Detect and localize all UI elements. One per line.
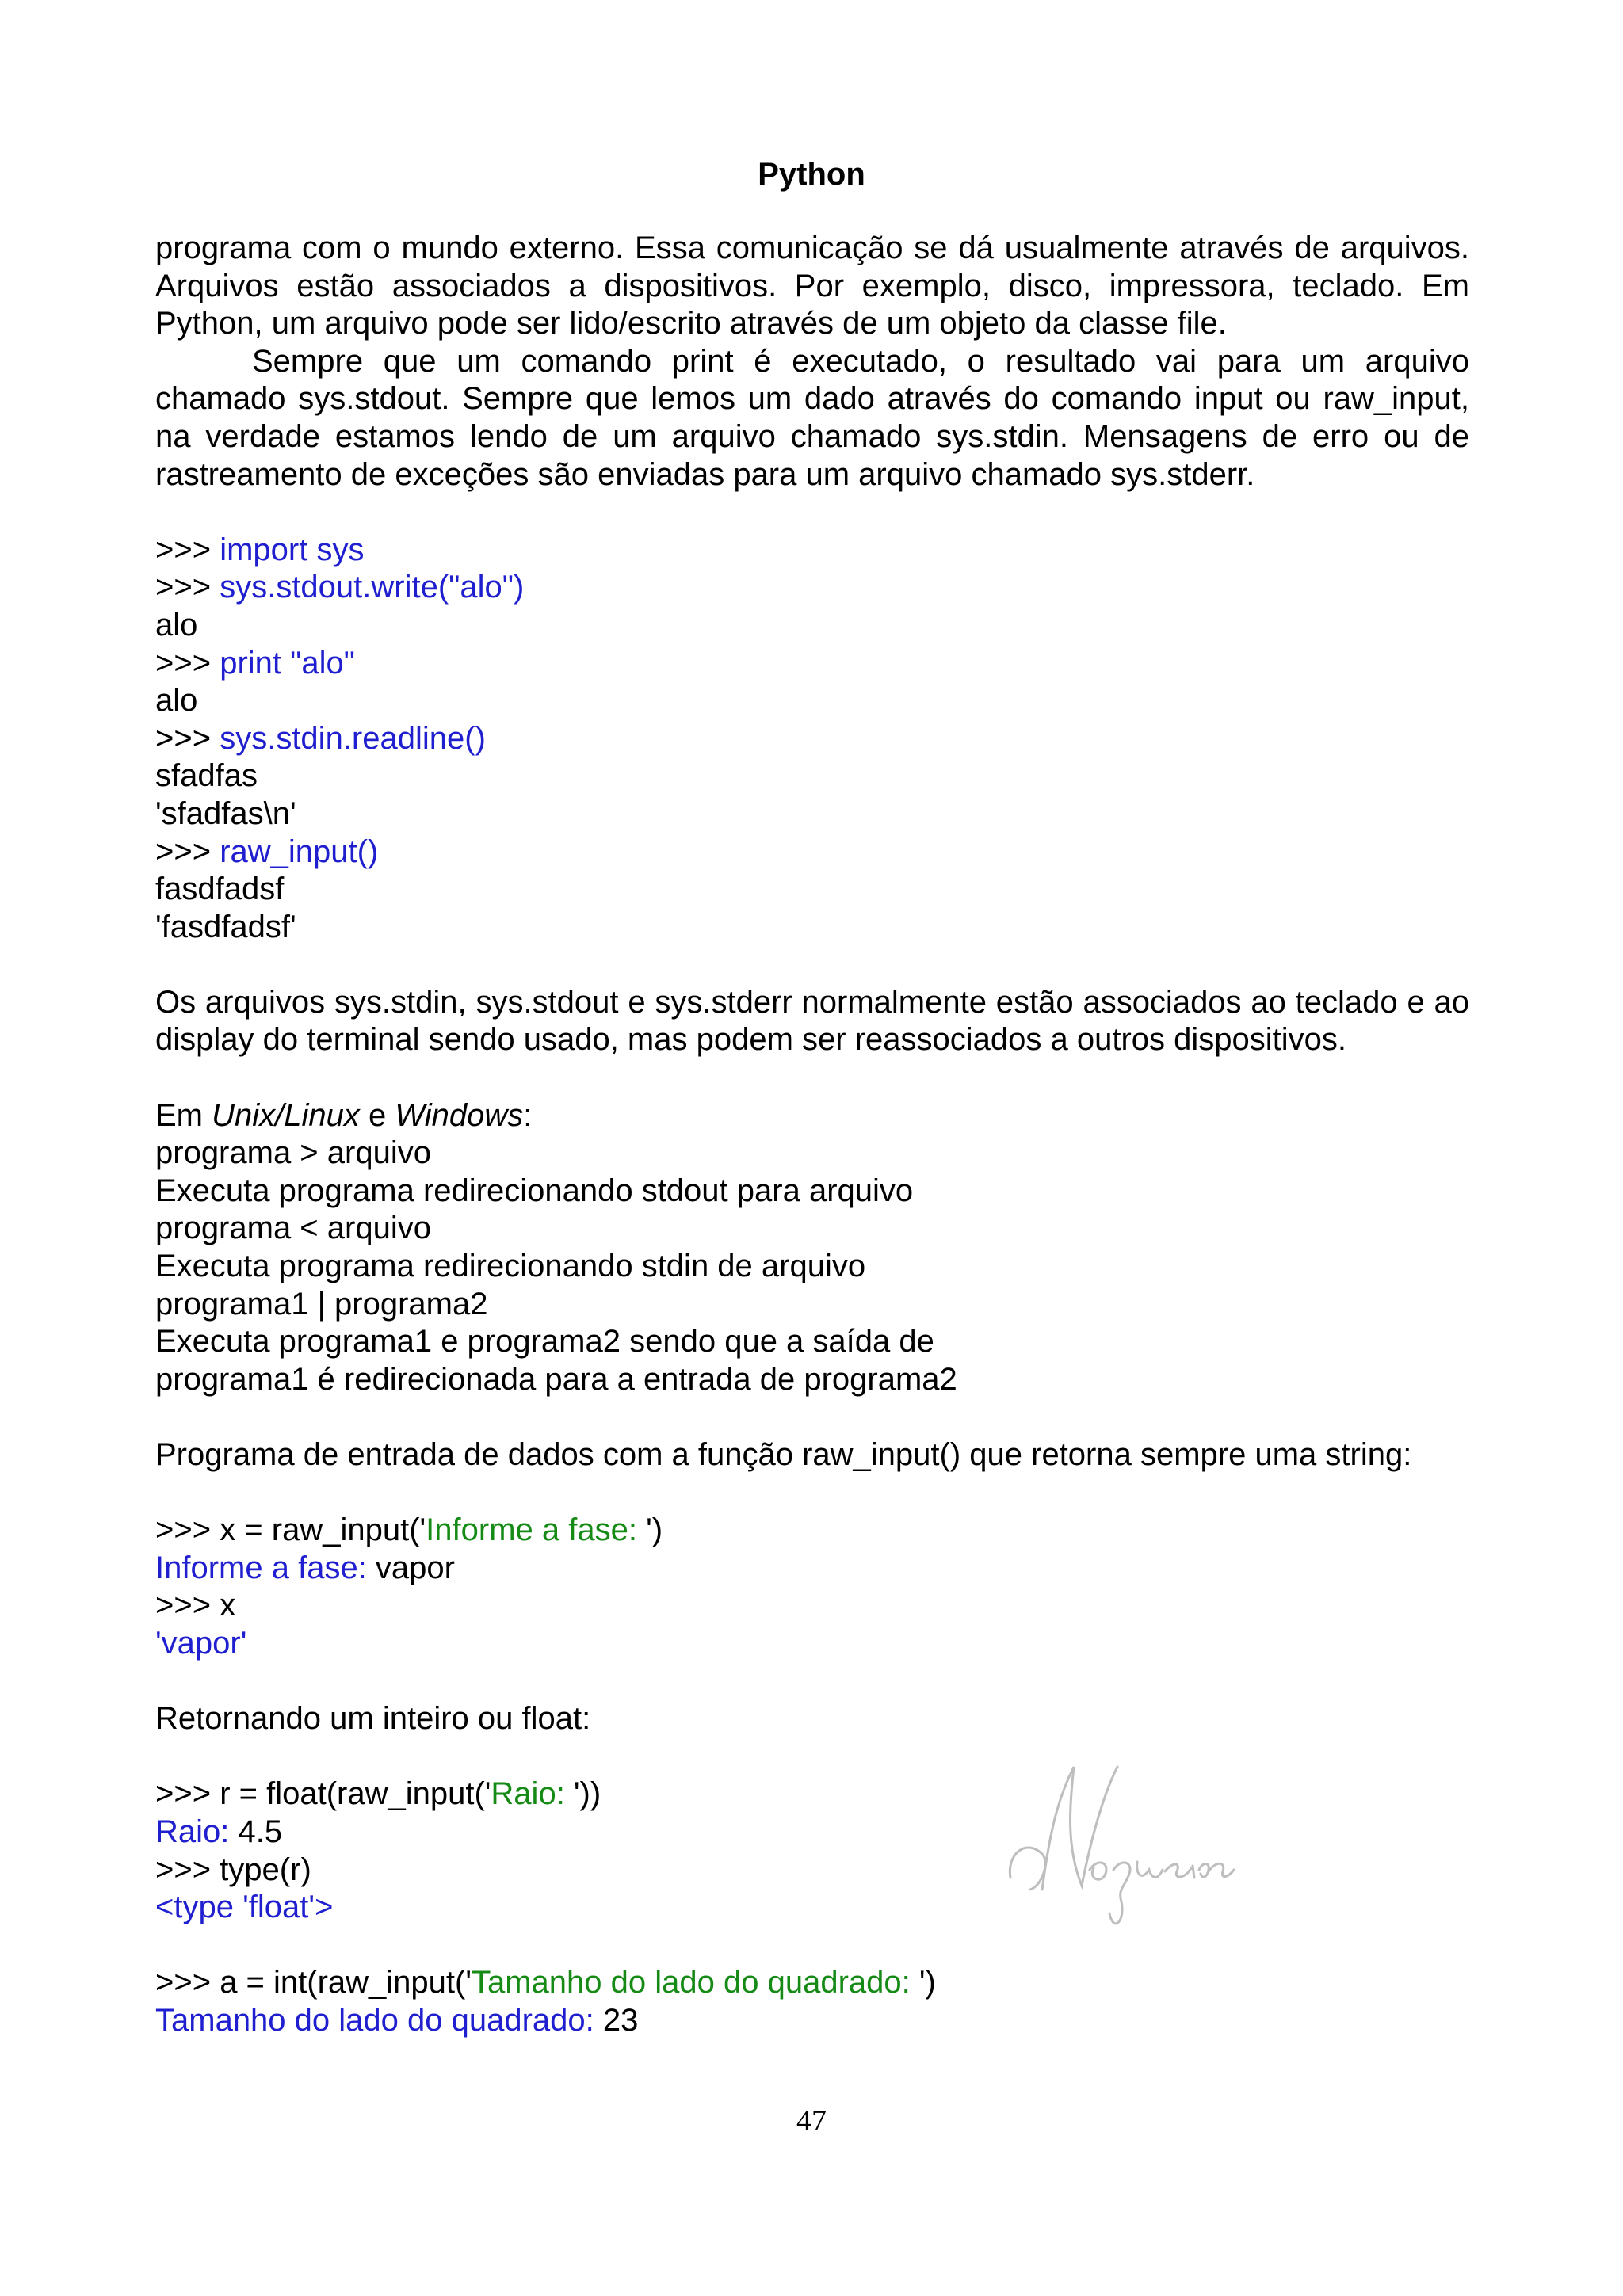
prompt: >>>: [155, 833, 220, 869]
code-text: '): [918, 1965, 936, 2000]
code-text: '): [646, 1512, 663, 1548]
redir-line: programa1 é redirecionada para a entrada de programa2: [155, 1361, 957, 1397]
code-output: 'fasdfadsf': [155, 909, 296, 944]
code-input: print "alo": [220, 645, 355, 681]
prompt: >>>: [155, 570, 220, 605]
intro-paragraph-2: Sempre que um comando print é executado, o resultado vai para um arquivo chamado sys.stdout. Sempre que lemos um dado através do comando input ou raw_input, na verdade estamos lendo de um arquivo chamado sys.stdin. Mensagens de erro ou de rastreamento de exceções são enviadas para um arquivo chamado sys.stderr.: [155, 343, 1469, 492]
code-output: 'sfadfas\n': [155, 795, 296, 831]
code-block-raw-input: [155, 1512, 1469, 1662]
code-block-sys: [155, 532, 1469, 947]
redir-line: Executa programa redirecionando stdin de arquivo: [155, 1249, 866, 1284]
page-number: 47: [796, 2104, 827, 2138]
redir-line: programa < arquivo: [155, 1211, 431, 1246]
user-input: 23: [594, 2002, 639, 2038]
redir-line: Executa programa redirecionando stdout para arquivo: [155, 1173, 914, 1208]
redir-line: programa1 | programa2: [155, 1286, 488, 1322]
code-input: raw_input(): [220, 833, 379, 869]
page-content: [155, 230, 1469, 2040]
text: e: [359, 1097, 395, 1133]
code-text: >>> x: [155, 1588, 236, 1623]
code-output: alo: [155, 683, 198, 719]
code-text: >>> type(r): [155, 1852, 311, 1887]
redirection-block: [155, 1097, 1469, 1399]
code-input: sys.stdin.readline(): [220, 720, 486, 756]
code-output: sfadfas: [155, 758, 258, 794]
string-literal: Raio:: [491, 1776, 574, 1812]
redir-line: programa > arquivo: [155, 1135, 431, 1171]
code-block-int: [155, 1964, 1469, 2039]
prompt-output: Tamanho do lado do quadrado:: [155, 2002, 594, 2038]
input-intro: Programa de entrada de dados com a função raw_input() que retorna sempre uma string:: [155, 1437, 1412, 1472]
text: Em: [155, 1097, 212, 1133]
user-input: 4.5: [229, 1814, 283, 1849]
code-block-float: [155, 1775, 1469, 1926]
code-output: alo: [155, 607, 198, 643]
code-text: >>> a = int(raw_input(': [155, 1965, 472, 2000]
prompt: >>>: [155, 532, 220, 567]
user-input: vapor: [366, 1550, 455, 1585]
prompt-output: Raio:: [155, 1814, 230, 1849]
signature-watermark: [995, 1751, 1240, 1941]
code-output: <type 'float'>: [155, 1890, 334, 1925]
prompt-output: Informe a fase:: [155, 1550, 367, 1585]
text: :: [523, 1097, 533, 1133]
files-paragraph: Os arquivos sys.stdin, sys.stdout e sys.stderr normalmente estão associados ao teclado e ao display do terminal sendo usado, mas podem ser reassociados a outros dispositivos.: [155, 984, 1469, 1058]
prompt: >>>: [155, 720, 220, 756]
code-text: ')): [573, 1776, 601, 1812]
intro-paragraph-1: programa com o mundo externo. Essa comunicação se dá usualmente através de arquivos. Arquivos estão associados a dispositivos. Por exemplo, disco, impressora, teclado. Em Python, um arquivo pode ser lido/escrito através de um objeto da classe file.: [155, 231, 1469, 341]
string-literal: Tamanho do lado do quadrado:: [471, 1965, 919, 2000]
prompt: >>>: [155, 645, 220, 681]
code-output: 'vapor': [155, 1625, 247, 1661]
page-header-title: Python: [758, 157, 865, 192]
code-text: >>> r = float(raw_input(': [155, 1776, 491, 1812]
int-intro: Retornando um inteiro ou float:: [155, 1701, 591, 1737]
code-input: sys.stdout.write("alo"): [220, 570, 525, 605]
string-literal: Informe a fase:: [426, 1512, 647, 1548]
os-name: Windows: [395, 1097, 524, 1133]
code-output: fasdfadsf: [155, 871, 285, 907]
code-input: import sys: [220, 532, 365, 567]
redir-line: Executa programa1 e programa2 sendo que a saída de: [155, 1324, 934, 1360]
code-text: >>> x = raw_input(': [155, 1512, 426, 1548]
os-name: Unix/Linux: [212, 1097, 360, 1133]
